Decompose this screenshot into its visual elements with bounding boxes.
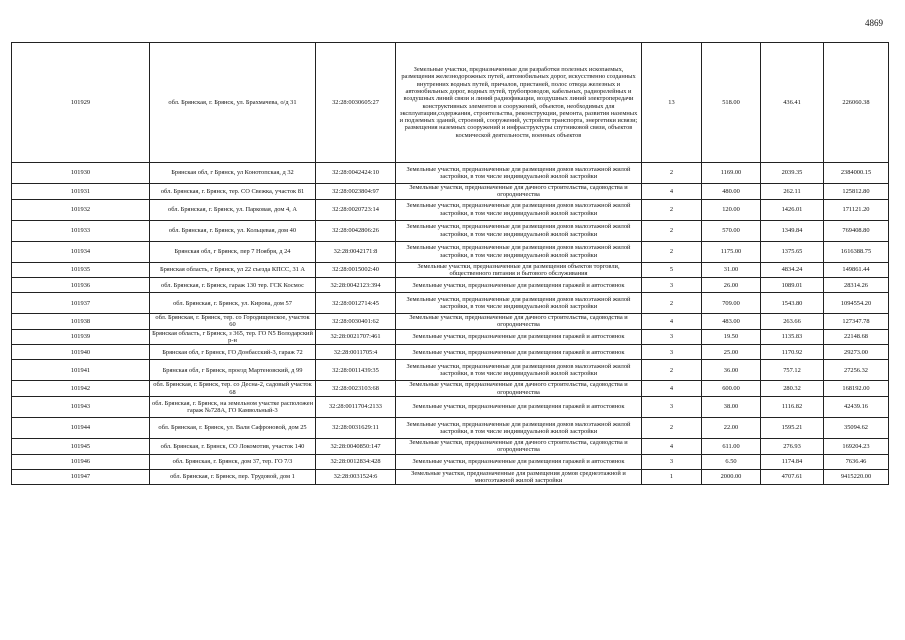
row-unit-value: 1116.82 — [761, 396, 824, 417]
row-cadastral-value: 35094.62 — [824, 417, 889, 438]
row-cadastral-number: 32:28:0030401:62 — [316, 314, 396, 330]
row-id: 101945 — [12, 438, 150, 454]
row-id: 101942 — [12, 381, 150, 397]
row-id: 101936 — [12, 278, 150, 293]
row-address: обл. Брянская, г. Брянск, гараж 130 тер. ГСК Космос — [150, 278, 316, 293]
row-id: 101940 — [12, 345, 150, 360]
table-row — [12, 345, 889, 360]
row-id: 101943 — [12, 396, 150, 417]
table-row — [12, 360, 889, 381]
row-unit-value: 276.93 — [761, 438, 824, 454]
row-cadastral-value: 29273.00 — [824, 345, 889, 360]
row-group-code: 4 — [642, 314, 702, 330]
row-area: 1175.00 — [702, 241, 761, 262]
row-cadastral-value: 9415220.00 — [824, 469, 889, 485]
row-unit-value: 2039.35 — [761, 163, 824, 184]
row-cadastral-number: 32:28:0023804:97 — [316, 184, 396, 200]
page-number: 4869 — [865, 18, 883, 28]
row-cadastral-number: 32:28:0042806:26 — [316, 220, 396, 241]
row-unit-value: 1170.92 — [761, 345, 824, 360]
table-row — [12, 438, 889, 454]
table-row — [12, 241, 889, 262]
row-cadastral-number: 32:28:0031629:11 — [316, 417, 396, 438]
row-unit-value: 436.41 — [761, 43, 824, 163]
row-cadastral-value: 226060.38 — [824, 43, 889, 163]
row-area: 19.50 — [702, 329, 761, 345]
table-row — [12, 417, 889, 438]
row-cadastral-value: 22148.68 — [824, 329, 889, 345]
row-cadastral-value: 2384000.15 — [824, 163, 889, 184]
row-cadastral-value: 1616388.75 — [824, 241, 889, 262]
row-group-code: 2 — [642, 241, 702, 262]
row-area: 570.00 — [702, 220, 761, 241]
table-row — [12, 293, 889, 314]
row-address: обл. Брянская, г. Брянск, ул. Кольцевая, дом 40 — [150, 220, 316, 241]
row-cadastral-value: 769408.80 — [824, 220, 889, 241]
row-group-code: 3 — [642, 454, 702, 469]
row-unit-value: 1375.65 — [761, 241, 824, 262]
row-land-use: Земельные участки, предназначенные для размещения домов малоэтажной жилой застройки, в том числе индивидуальной жилой застройки — [396, 293, 642, 314]
row-area: 26.00 — [702, 278, 761, 293]
row-area: 22.00 — [702, 417, 761, 438]
row-address: обл. Брянская, г. Брянск, СО Локомотив, участок 140 — [150, 438, 316, 454]
row-land-use: Земельные участки, предназначенные для размещения домов среднеэтажной и многоэтажной жилой застройки — [396, 469, 642, 485]
row-id: 101932 — [12, 199, 150, 220]
row-area: 25.00 — [702, 345, 761, 360]
row-cadastral-number: 32:28:0020723:14 — [316, 199, 396, 220]
table-row — [12, 469, 889, 485]
row-area: 709.00 — [702, 293, 761, 314]
row-id: 101946 — [12, 454, 150, 469]
row-address: обл. Брянская, г. Брянск, ул. Брахмачева, о/д 31 — [150, 43, 316, 163]
row-address: обл. Брянская, г. Брянск, пер. Трудовой, дом 1 — [150, 469, 316, 485]
row-id: 101929 — [12, 43, 150, 163]
row-unit-value: 4834.24 — [761, 262, 824, 278]
row-area: 518.00 — [702, 43, 761, 163]
row-land-use: Земельные участки, предназначенные для размещения домов малоэтажной жилой застройки, в том числе индивидуальной жилой застройки — [396, 220, 642, 241]
row-group-code: 3 — [642, 396, 702, 417]
row-cadastral-number: 32:28:0040850:147 — [316, 438, 396, 454]
row-group-code: 3 — [642, 329, 702, 345]
row-group-code: 2 — [642, 417, 702, 438]
row-id: 101944 — [12, 417, 150, 438]
table-row — [12, 163, 889, 184]
row-address: Брянская область, г Брянск, з 365, тер. ГО N5 Володарский р-н — [150, 329, 316, 345]
row-cadastral-number: 32:28:0012714:45 — [316, 293, 396, 314]
table-body — [12, 43, 889, 485]
table-row — [12, 396, 889, 417]
row-cadastral-value: 1094554.20 — [824, 293, 889, 314]
row-group-code: 5 — [642, 262, 702, 278]
table-row — [12, 43, 889, 163]
row-unit-value: 1543.80 — [761, 293, 824, 314]
row-cadastral-number: 32:28:0011439:35 — [316, 360, 396, 381]
row-unit-value: 1595.21 — [761, 417, 824, 438]
row-land-use: Земельные участки, предназначенные для размещения гаражей и автостоянок — [396, 454, 642, 469]
row-cadastral-number: 32:28:0042171:8 — [316, 241, 396, 262]
row-area: 600.00 — [702, 381, 761, 397]
row-group-code: 2 — [642, 360, 702, 381]
row-id: 101933 — [12, 220, 150, 241]
table-row — [12, 454, 889, 469]
row-group-code: 13 — [642, 43, 702, 163]
table-row — [12, 329, 889, 345]
row-address: Брянская обл, г Брянск, пер 7 Ноября, д 24 — [150, 241, 316, 262]
row-group-code: 2 — [642, 293, 702, 314]
table-row — [12, 314, 889, 330]
row-land-use: Земельные участки, предназначенные для размещения гаражей и автостоянок — [396, 278, 642, 293]
table-row — [12, 199, 889, 220]
row-land-use: Земельные участки, предназначенные для разработки полезных ископаемых, размещения железнодорожных путей, автомобильных дорог, искусственно созданных внутренних водных путей, причалов, пристаней, полос отвода железных и автомобильных дорог, водных путей, трубопроводов, кабельных, радиорелейных и воздушных линий связи и линий радиофикации, воздушных линий электропередачи конструктивных элементов и сооружений, объектов, необходимых для эксплуатации,содержания, строительства, реконструкции, ремонта, развития наземных и подземных зданий, строений, сооружений, устройств транспорта, энергетики исвязи; размещения наземных сооружений и инфраструктуры спутниковой связи, объектов космической деятельности, военных объектов — [396, 43, 642, 163]
row-address: обл. Брянская, г. Брянск, ул. Парковая, дом 4, А — [150, 199, 316, 220]
row-land-use: Земельные участки, предназначенные для размещения гаражей и автостоянок — [396, 345, 642, 360]
row-land-use: Земельные участки, предназначенные для дачного строительства, садоводства и огородничества — [396, 184, 642, 200]
row-id: 101934 — [12, 241, 150, 262]
row-cadastral-number: 32:28:0011704:2133 — [316, 396, 396, 417]
table-row — [12, 184, 889, 200]
row-cadastral-number: 32:28:0023103:68 — [316, 381, 396, 397]
table-row — [12, 220, 889, 241]
row-group-code: 2 — [642, 199, 702, 220]
row-land-use: Земельные участки, предназначенные для дачного строительства, садоводства и огородничества — [396, 381, 642, 397]
table-row — [12, 262, 889, 278]
row-area: 31.00 — [702, 262, 761, 278]
row-id: 101931 — [12, 184, 150, 200]
row-land-use: Земельные участки, предназначенные для размещения домов малоэтажной жилой застройки, в том числе индивидуальной жилой застройки — [396, 417, 642, 438]
row-cadastral-number: 32:28:0011705:4 — [316, 345, 396, 360]
row-id: 101937 — [12, 293, 150, 314]
row-address: Брянская область, г Брянск, ул 22 съезда КПСС, 31 А — [150, 262, 316, 278]
row-cadastral-value: 169204.23 — [824, 438, 889, 454]
row-area: 38.00 — [702, 396, 761, 417]
table-row — [12, 381, 889, 397]
row-unit-value: 1089.01 — [761, 278, 824, 293]
row-id: 101941 — [12, 360, 150, 381]
row-cadastral-number: 32:28:0030605:27 — [316, 43, 396, 163]
row-cadastral-number: 32:28:0015002:40 — [316, 262, 396, 278]
row-group-code: 3 — [642, 278, 702, 293]
row-cadastral-number: 32:28:0012834:428 — [316, 454, 396, 469]
row-cadastral-number: 32:28:0042424:10 — [316, 163, 396, 184]
row-land-use: Земельные участки, предназначенные для размещения домов малоэтажной жилой застройки, в том числе индивидуальной жилой застройки — [396, 199, 642, 220]
row-address: Брянская обл, г Брянск, проезд Мартеновский, д 99 — [150, 360, 316, 381]
row-land-use: Земельные участки, предназначенные для размещения объектов торговли, общественного питания и бытового обслуживания — [396, 262, 642, 278]
row-cadastral-value: 42439.16 — [824, 396, 889, 417]
row-cadastral-value: 168192.00 — [824, 381, 889, 397]
row-area: 120.00 — [702, 199, 761, 220]
row-address: обл. Брянская, г. Брянск, ул. Вали Сафроновой, дом 25 — [150, 417, 316, 438]
cadastral-value-table — [11, 42, 889, 485]
row-group-code: 4 — [642, 438, 702, 454]
row-address: Брянская обл, г Брянск, ул Конотопская, д 32 — [150, 163, 316, 184]
row-land-use: Земельные участки, предназначенные для размещения гаражей и автостоянок — [396, 329, 642, 345]
row-group-code: 3 — [642, 345, 702, 360]
row-cadastral-number: 32:28:0042123:394 — [316, 278, 396, 293]
row-address: Брянская обл, г Брянск, ГО Донбасский-3, гараж 72 — [150, 345, 316, 360]
row-unit-value: 1349.84 — [761, 220, 824, 241]
row-address: обл. Брянская, г. Брянск, тер. СО Свежка, участок 81 — [150, 184, 316, 200]
table-row — [12, 278, 889, 293]
row-group-code: 2 — [642, 220, 702, 241]
row-id: 101947 — [12, 469, 150, 485]
row-address: обл. Брянская, г. Брянск, ул. Кирова, дом 57 — [150, 293, 316, 314]
row-cadastral-value: 28314.26 — [824, 278, 889, 293]
row-land-use: Земельные участки, предназначенные для размещения домов малоэтажной жилой застройки, в том числе индивидуальной жилой застройки — [396, 163, 642, 184]
row-cadastral-value: 27256.32 — [824, 360, 889, 381]
row-group-code: 4 — [642, 381, 702, 397]
row-area: 6.50 — [702, 454, 761, 469]
row-cadastral-number: 32:28:0031524:6 — [316, 469, 396, 485]
row-area: 483.00 — [702, 314, 761, 330]
row-group-code: 2 — [642, 163, 702, 184]
row-cadastral-value: 7636.46 — [824, 454, 889, 469]
row-unit-value: 1426.01 — [761, 199, 824, 220]
row-cadastral-number: 32:28:0021707:461 — [316, 329, 396, 345]
row-unit-value: 1135.83 — [761, 329, 824, 345]
row-group-code: 1 — [642, 469, 702, 485]
row-unit-value: 262.11 — [761, 184, 824, 200]
row-cadastral-value: 125812.80 — [824, 184, 889, 200]
row-area: 611.00 — [702, 438, 761, 454]
row-area: 480.00 — [702, 184, 761, 200]
row-group-code: 4 — [642, 184, 702, 200]
row-land-use: Земельные участки, предназначенные для дачного строительства, садоводства и огородничества — [396, 314, 642, 330]
row-land-use: Земельные участки, предназначенные для размещения домов малоэтажной жилой застройки, в том числе индивидуальной жилой застройки — [396, 241, 642, 262]
row-cadastral-value: 149861.44 — [824, 262, 889, 278]
row-id: 101938 — [12, 314, 150, 330]
row-land-use: Земельные участки, предназначенные для дачного строительства, садоводства и огородничества — [396, 438, 642, 454]
row-unit-value: 4707.61 — [761, 469, 824, 485]
row-land-use: Земельные участки, предназначенные для размещения домов малоэтажной жилой застройки, в том числе индивидуальной жилой застройки — [396, 360, 642, 381]
row-address: обл. Брянская, г. Брянск, дом 37, тер. ГО 7/3 — [150, 454, 316, 469]
row-unit-value: 757.12 — [761, 360, 824, 381]
row-unit-value: 263.66 — [761, 314, 824, 330]
row-area: 2000.00 — [702, 469, 761, 485]
row-id: 101935 — [12, 262, 150, 278]
row-id: 101939 — [12, 329, 150, 345]
row-address: обл. Брянская, г. Брянск, тер. со Десна-2, садовый участок 68 — [150, 381, 316, 397]
row-cadastral-value: 171121.20 — [824, 199, 889, 220]
row-area: 36.00 — [702, 360, 761, 381]
row-area: 1169.00 — [702, 163, 761, 184]
row-address: обл. Брянская, г. Брянск, тер. со Городищенское, участок 60 — [150, 314, 316, 330]
row-id: 101930 — [12, 163, 150, 184]
row-address: обл. Брянская, г. Брянск, на земельном участке расположен гараж №728А, ГО Камвольный-3 — [150, 396, 316, 417]
row-cadastral-value: 127347.78 — [824, 314, 889, 330]
row-unit-value: 280.32 — [761, 381, 824, 397]
row-unit-value: 1174.84 — [761, 454, 824, 469]
row-land-use: Земельные участки, предназначенные для размещения гаражей и автостоянок — [396, 396, 642, 417]
